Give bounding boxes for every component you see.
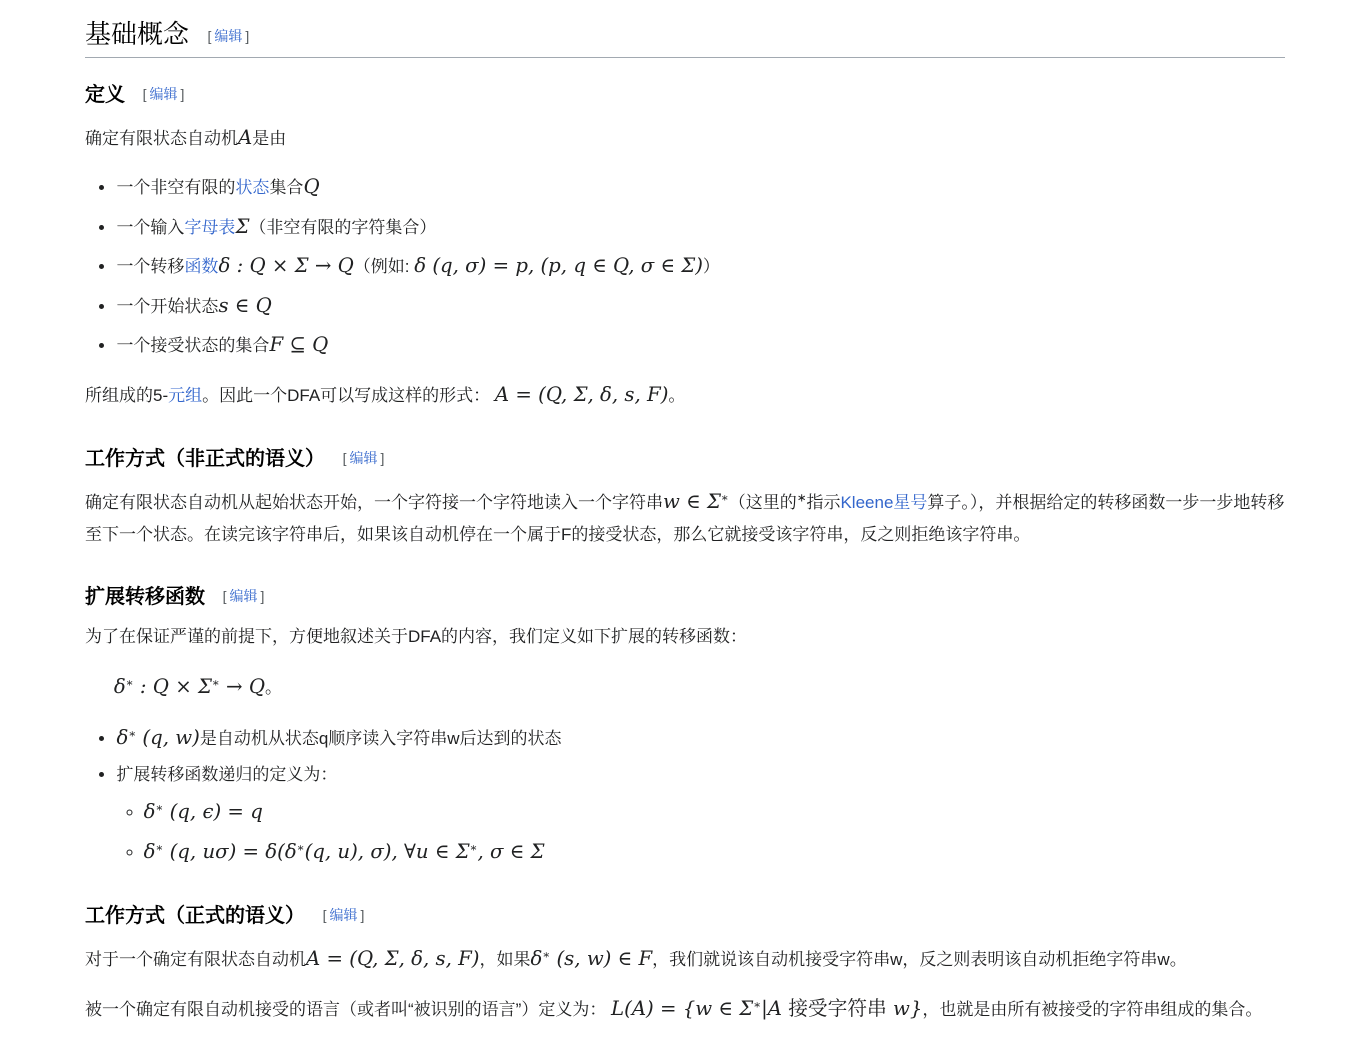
edit-link[interactable]: 编辑 bbox=[214, 28, 243, 44]
math-inline: ∗ bbox=[155, 840, 164, 855]
math-inline: (q, u), σ), ∀u ∈ Σ bbox=[304, 839, 470, 863]
edit-section-link[interactable] bbox=[343, 450, 385, 466]
subsection-heading-text: 定义 bbox=[85, 83, 125, 106]
math-inline: ∗ bbox=[542, 947, 551, 962]
list-item: • 一个输入字母表Σ（非空有限的字符集合） bbox=[116, 209, 1285, 244]
math-inline: 接受字符串 bbox=[788, 996, 887, 1020]
edit-bracket-close: ] bbox=[245, 28, 250, 44]
math-inline: ∗ bbox=[211, 675, 220, 690]
edit-bracket-open: [ bbox=[142, 85, 147, 102]
wiki-link[interactable]: 函数 bbox=[184, 257, 219, 277]
subsection-heading-formal-semantics bbox=[85, 903, 1285, 929]
math-inline: : Q × Σ bbox=[133, 674, 212, 698]
edit-bracket-close: ] bbox=[260, 588, 265, 605]
list-item: • 一个开始状态s ∈ Q bbox=[116, 288, 1285, 323]
subsection-heading-definition bbox=[85, 82, 1285, 108]
math-inline: , σ ∈ Σ bbox=[477, 839, 545, 863]
informal-semantics-paragraph: 确定有限状态自动机从起始状态开始，一个字符接一个字符地读入一个字符串w ∈ Σ∗（这里的∗指示Kleene星号算子。），并根据给定的转移函数一步一步地转移至下一个状态。在读完该字符串后，如果该自动机停在一个属于F的接受状态，那么它就接受该字符串，反之则拒绝该字符串。 bbox=[85, 490, 1285, 544]
math-inline: ∗ bbox=[128, 726, 137, 741]
section-heading-text: 基础概念 bbox=[85, 20, 190, 49]
math-inline: F ⊆ Q bbox=[269, 333, 329, 357]
edit-bracket-open: [ bbox=[222, 588, 227, 605]
formal-semantics-paragraph-2: 被一个确定有限自动机接受的语言（或者叫“被识别的语言”）定义为： L(A) = {w ∈ Σ∗|A 接受字符串 w}，也就是由所有被接受的字符串组成的集合。 bbox=[85, 996, 1263, 1020]
list-item: • 一个接受状态的集合F ⊆ Q bbox=[116, 327, 1285, 362]
math-inline: A = (Q, Σ, δ, s, F) bbox=[494, 382, 669, 406]
math-inline: Q bbox=[303, 175, 320, 199]
math-inline: ∗ bbox=[753, 997, 762, 1012]
math-inline: w} bbox=[886, 996, 923, 1020]
math-inline: w ∈ Σ bbox=[663, 490, 721, 514]
formal-semantics-paragraph-1: 对于一个确定有限状态自动机A = (Q, Σ, δ, s, F)，如果δ∗ (s, w) ∈ F，我们就说该自动机接受字符串w，反之则表明该自动机拒绝字符串w。 bbox=[85, 947, 1187, 971]
edit-section-link[interactable] bbox=[208, 28, 250, 44]
edit-bracket-close: ] bbox=[180, 85, 185, 102]
edit-link[interactable]: 编辑 bbox=[329, 907, 358, 924]
wiki-link[interactable]: 字母表 bbox=[184, 217, 236, 237]
subsection-heading-extended-transition bbox=[85, 584, 1285, 610]
math-inline: ∗ bbox=[469, 840, 478, 855]
edit-section-link[interactable] bbox=[223, 588, 265, 604]
math-inline: δ bbox=[530, 947, 543, 971]
math-inline: δ bbox=[143, 839, 156, 863]
math-inline: A = (Q, Σ, δ, s, F) bbox=[306, 947, 480, 971]
math-inline: s ∈ Q bbox=[218, 293, 272, 317]
recursive-definition-sublist bbox=[116, 794, 1285, 869]
math-inline: δ (q, σ) = p, (p, q ∈ Q, σ ∈ Σ) bbox=[414, 254, 703, 278]
superscript-text: ∗ bbox=[796, 492, 807, 505]
math-inline: Σ bbox=[235, 214, 250, 238]
edit-link[interactable]: 编辑 bbox=[349, 450, 378, 467]
section-heading-basics bbox=[85, 18, 1285, 58]
list-item: • 一个非空有限的状态集合Q bbox=[116, 169, 1285, 204]
list-item: • 一个转移函数δ : Q × Σ → Q（例如: δ (q, σ) = p, (p, q ∈ Q, σ ∈ Σ)） bbox=[116, 248, 1285, 283]
definition-list bbox=[85, 169, 1285, 362]
subsection-heading-text: 工作方式（正式的语义） bbox=[85, 905, 305, 928]
wiki-link[interactable]: 状态 bbox=[235, 178, 270, 198]
edit-bracket-open: [ bbox=[342, 450, 347, 467]
math-inline: ∗ bbox=[155, 800, 164, 815]
math-inline: (q, uσ) = δ(δ bbox=[163, 839, 297, 863]
edit-bracket-open: [ bbox=[207, 28, 212, 44]
edit-section-link[interactable] bbox=[323, 907, 365, 923]
math-inline: (q, w) bbox=[136, 726, 200, 750]
math-inline: δ bbox=[116, 726, 129, 750]
list-item bbox=[116, 760, 1285, 870]
math-inline: δ bbox=[113, 674, 126, 698]
edit-bracket-open: [ bbox=[322, 907, 327, 924]
edit-link[interactable]: 编辑 bbox=[149, 85, 178, 102]
definition-outro-paragraph: 所组成的5-元组。因此一个DFA可以写成这样的形式： A = (Q, Σ, δ, s, F)。 bbox=[85, 382, 686, 406]
math-inline: ∗ bbox=[125, 675, 134, 690]
list-item bbox=[144, 794, 1285, 829]
edit-link[interactable]: 编辑 bbox=[229, 588, 258, 605]
subsection-heading-informal-semantics bbox=[85, 446, 1285, 472]
edit-bracket-close: ] bbox=[360, 907, 365, 924]
math-inline: |A bbox=[761, 996, 789, 1020]
list-item bbox=[144, 834, 1285, 869]
extended-transition-list bbox=[85, 720, 1285, 869]
math-inline: δ bbox=[143, 800, 156, 824]
math-inline: (s, w) ∈ F bbox=[550, 947, 653, 971]
wiki-link[interactable]: Kleene星号 bbox=[840, 493, 928, 513]
edit-section-link[interactable] bbox=[143, 86, 185, 102]
extended-transition-paragraph: 为了在保证严谨的前提下，方便地叙述关于DFA的内容，我们定义如下扩展的转移函数： bbox=[85, 627, 748, 647]
math-inline: (q, ϵ) = q bbox=[163, 800, 263, 824]
math-inline: ∗ bbox=[296, 840, 305, 855]
math-inline: → Q bbox=[219, 674, 265, 698]
list-item: • δ∗ (q, w)是自动机从状态q顺序读入字符串w后达到的状态 bbox=[116, 720, 1285, 755]
wiki-link[interactable]: 元组 bbox=[168, 385, 203, 405]
math-inline: L(A) = {w ∈ Σ bbox=[611, 996, 754, 1020]
list-item-text: 扩展转移函数递归的定义为： bbox=[116, 764, 338, 784]
edit-bracket-close: ] bbox=[380, 450, 385, 467]
math-inline: A bbox=[238, 125, 253, 149]
math-inline: ∗ bbox=[720, 490, 729, 505]
math-formula-block: δ∗ : Q × Σ∗ → Q。 bbox=[113, 674, 282, 698]
subsection-heading-text: 工作方式（非正式的语义） bbox=[85, 448, 325, 471]
subsection-heading-text: 扩展转移函数 bbox=[85, 586, 205, 609]
definition-intro-paragraph: 确定有限状态自动机A是由 bbox=[85, 125, 287, 149]
math-inline: δ : Q × Σ → Q bbox=[218, 254, 354, 278]
